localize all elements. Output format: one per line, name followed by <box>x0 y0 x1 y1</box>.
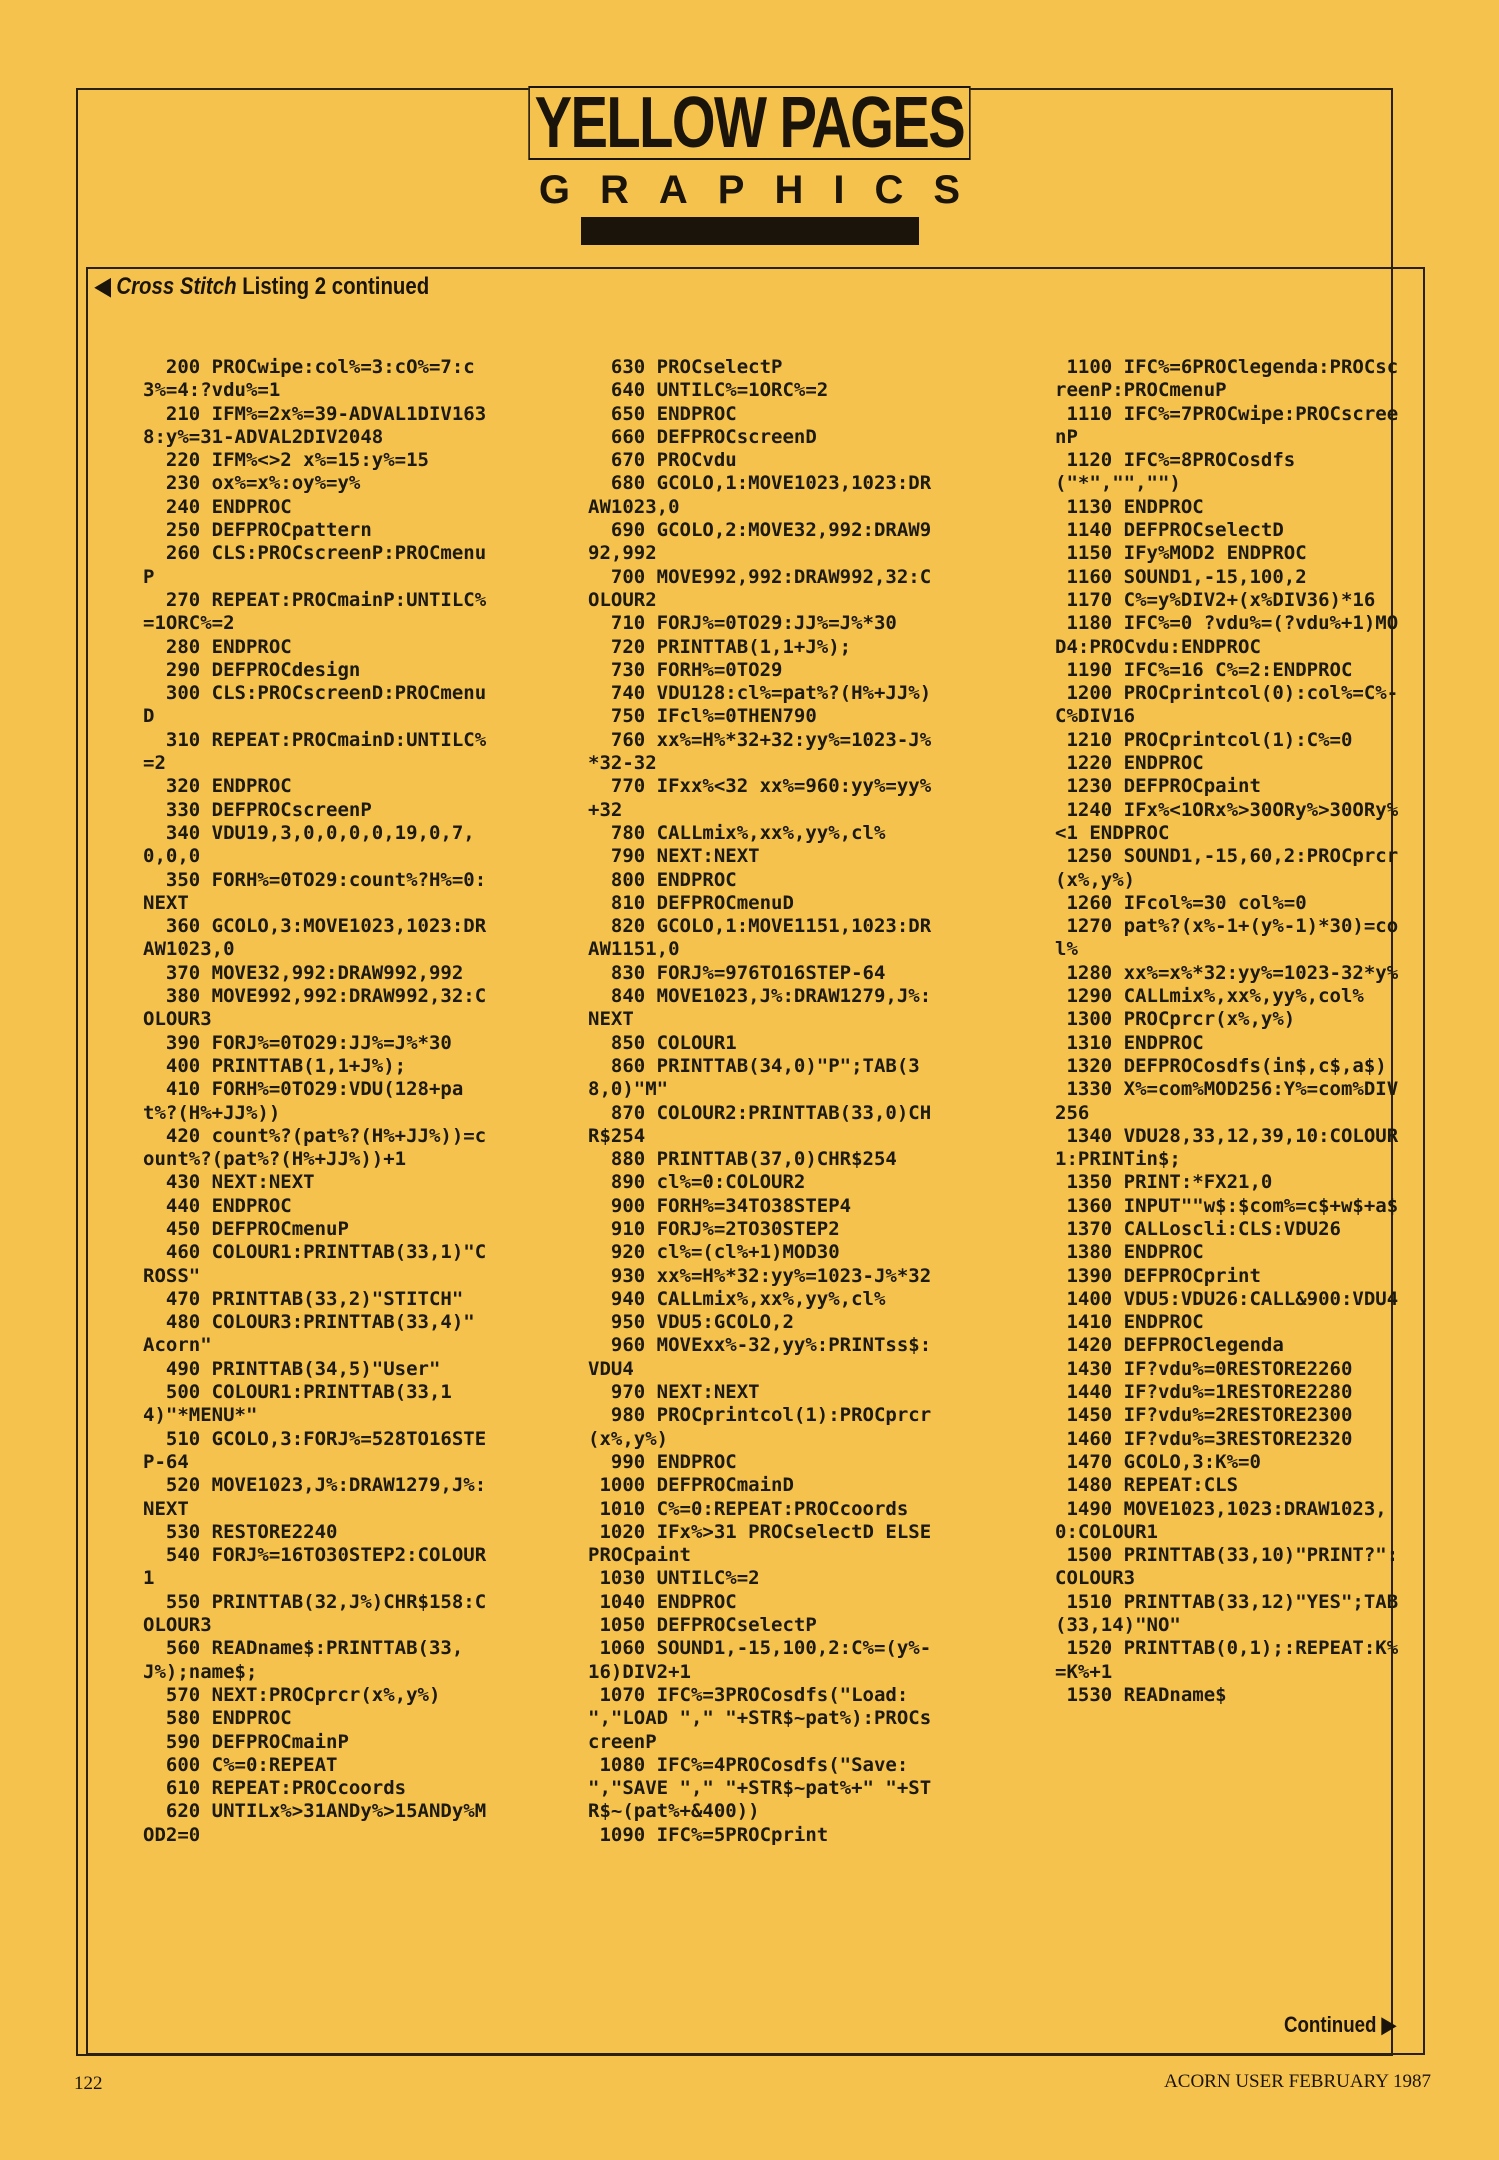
code-line: 1410 ENDPROC <box>1055 1311 1204 1334</box>
code-line: 360 GCOLO,3:MOVE1023,1023:DRAW1023,0 <box>143 915 487 961</box>
code-line: 1300 PROCprcr(x%,y%) <box>1055 1008 1296 1031</box>
code-line: 1200 PROCprintcol(0):col%=C%-C%DIV16 <box>1055 682 1399 728</box>
listing-column-3 <box>1055 356 1405 1707</box>
listing-column-1 <box>143 356 493 1847</box>
code-line: 850 COLOUR1 <box>588 1031 737 1054</box>
code-line: 660 DEFPROCscreenD <box>588 425 817 448</box>
code-line: 340 VDU19,3,0,0,0,0,19,0,7,0,0,0 <box>143 821 475 868</box>
code-line: 400 PRINTTAB(1,1+J%); <box>143 1054 407 1077</box>
code-line: 560 READname$:PRINTTAB(33,J%);name$; <box>143 1637 464 1683</box>
code-line: 500 COLOUR1:PRINTTAB(33,14)"*MENU*" <box>143 1381 452 1427</box>
code-line: 1170 C%=y%DIV2+(x%DIV36)*16 <box>1055 588 1376 611</box>
code-line: 1270 pat%?(x%-1+(y%-1)*30)=col% <box>1055 915 1399 961</box>
code-line: 1240 IFx%<1ORx%>30ORy%>30ORy%<1 ENDPROC <box>1055 798 1399 844</box>
code-line: 250 DEFPROCpattern <box>143 519 372 542</box>
code-line: 1100 IFC%=6PROClegenda:PROCscreenP:PROCmenuP <box>1055 356 1399 402</box>
code-line: 1230 DEFPROCpaint <box>1055 775 1261 798</box>
section-subtitle: GRAPHICS <box>538 168 991 212</box>
code-line: 960 MOVExx%-32,yy%:PRINTss$:VDU4 <box>588 1334 932 1380</box>
code-line: 1290 CALLmix%,xx%,yy%,col% <box>1055 985 1364 1008</box>
code-line: 1350 PRINT:*FX21,0 <box>1055 1171 1273 1194</box>
code-line: 390 FORJ%=0TO29:JJ%=J%*30 <box>143 1031 452 1054</box>
code-line: 770 IFxx%<32 xx%=960:yy%=yy%+32 <box>588 775 932 821</box>
code-line: 700 MOVE992,992:DRAW992,32:COLOUR2 <box>588 565 932 611</box>
code-line: 1160 SOUND1,-15,100,2 <box>1055 565 1307 588</box>
code-line: 800 ENDPROC <box>588 868 737 891</box>
page-number: 122 <box>74 2073 103 2094</box>
code-line: 610 REPEAT:PROCcoords <box>143 1777 407 1800</box>
code-line: 1180 IFC%=0 ?vdu%=(?vdu%+1)MOD4:PROCvdu:ENDPROC <box>1055 612 1399 658</box>
code-line: 670 PROCvdu <box>588 449 737 472</box>
code-line: 410 FORH%=0TO29:VDU(128+pat%?(H%+JJ%)) <box>143 1078 464 1124</box>
code-line: 1040 ENDPROC <box>588 1590 737 1613</box>
code-line: 1470 GCOLO,3:K%=0 <box>1055 1450 1261 1473</box>
code-line: 630 PROCselectP <box>588 356 783 378</box>
code-line: 930 xx%=H%*32:yy%=1023-J%*32 <box>588 1264 932 1287</box>
code-line: 1020 IFx%>31 PROCselectD ELSEPROCpaint <box>588 1520 932 1567</box>
listing-caption <box>95 272 429 301</box>
code-line: 1250 SOUND1,-15,60,2:PROCprcr(x%,y%) <box>1055 845 1399 891</box>
code-line: 1530 READname$ <box>1055 1683 1227 1706</box>
code-line: 520 MOVE1023,J%:DRAW1279,J%:NEXT <box>143 1474 487 1520</box>
code-line: 440 ENDPROC <box>143 1194 292 1217</box>
caption-rest: Listing 2 continued <box>236 273 430 300</box>
left-arrow-icon: ◀ <box>95 273 111 300</box>
code-line: 1140 DEFPROCselectD <box>1055 519 1284 542</box>
code-line: 460 COLOUR1:PRINTTAB(33,1)"CROSS" <box>143 1241 487 1287</box>
magazine-footer: ACORN USER FEBRUARY 1987 <box>1164 2071 1431 2092</box>
code-line: 320 ENDPROC <box>143 775 292 798</box>
code-line: 1120 IFC%=8PROCosdfs("*","","") <box>1055 449 1296 495</box>
code-line: 1460 IF?vdu%=3RESTORE2320 <box>1055 1427 1353 1450</box>
code-line: 1330 X%=com%MOD256:Y%=com%DIV256 <box>1055 1078 1399 1124</box>
code-line: 1210 PROCprintcol(1):C%=0 <box>1055 728 1353 751</box>
code-line: 1150 IFy%MOD2 ENDPROC <box>1055 542 1307 565</box>
code-line: 710 FORJ%=0TO29:JJ%=J%*30 <box>588 612 897 635</box>
code-line: 470 PRINTTAB(33,2)"STITCH" <box>143 1287 464 1310</box>
code-line: 1510 PRINTTAB(33,12)"YES";TAB(33,14)"NO" <box>1055 1590 1399 1637</box>
code-line: 570 NEXT:PROCprcr(x%,y%) <box>143 1683 441 1706</box>
code-line: 1320 DEFPROCosdfs(in$,c$,a$) <box>1055 1054 1387 1077</box>
code-line: 310 REPEAT:PROCmainD:UNTILC%=2 <box>143 728 487 775</box>
code-line: 1060 SOUND1,-15,100,2:C%=(y%-16)DIV2+1 <box>588 1637 932 1683</box>
code-line: 600 C%=0:REPEAT <box>143 1753 338 1776</box>
code-line: 820 GCOLO,1:MOVE1151,1023:DRAW1151,0 <box>588 915 932 961</box>
code-line: 1130 ENDPROC <box>1055 495 1204 518</box>
code-line: 1370 CALLoscli:CLS:VDU26 <box>1055 1217 1341 1240</box>
code-line: 720 PRINTTAB(1,1+J%); <box>588 635 852 658</box>
code-line: 910 FORJ%=2TO30STEP2 <box>588 1217 840 1240</box>
code-line: 830 FORJ%=976TO16STEP-64 <box>588 961 886 984</box>
code-line: 1050 DEFPROCselectP <box>588 1614 817 1637</box>
code-line: 1400 VDU5:VDU26:CALL&900:VDU4 <box>1055 1287 1399 1310</box>
code-line: 220 IFM%<>2 x%=15:y%=15 <box>143 449 429 472</box>
code-line: 760 xx%=H%*32+32:yy%=1023-J%*32-32 <box>588 728 932 775</box>
header-bar <box>581 217 919 245</box>
code-line: 550 PRINTTAB(32,J%)CHR$158:COLOUR3 <box>143 1590 487 1637</box>
code-line: 920 cl%=(cl%+1)MOD30 <box>588 1241 840 1264</box>
code-line: 1390 DEFPROCprint <box>1055 1264 1261 1287</box>
code-line: 880 PRINTTAB(37,0)CHR$254 <box>588 1148 897 1171</box>
code-line: 300 CLS:PROCscreenD:PROCmenuD <box>143 682 487 728</box>
code-line: 1070 IFC%=3PROCosdfs("Load: ","LOAD "," "+STR$~pat%):PROCscreenP <box>588 1683 932 1753</box>
code-line: 900 FORH%=34TO38STEP4 <box>588 1194 852 1217</box>
code-line: 780 CALLmix%,xx%,yy%,cl% <box>588 821 886 844</box>
code-line: 530 RESTORE2240 <box>143 1520 338 1543</box>
article-name: Cross Stitch <box>116 273 237 300</box>
code-line: 1440 IF?vdu%=1RESTORE2280 <box>1055 1381 1353 1404</box>
code-line: 350 FORH%=0TO29:count%?H%=0:NEXT <box>143 868 487 914</box>
code-line: 1260 IFcol%=30 col%=0 <box>1055 891 1307 914</box>
code-line: 1310 ENDPROC <box>1055 1031 1204 1054</box>
code-line: 650 ENDPROC <box>588 402 737 425</box>
code-line: 640 UNTILC%=1ORC%=2 <box>588 379 829 402</box>
code-line: 1080 IFC%=4PROCosdfs("Save: ","SAVE "," "+STR$~pat%+" "+STR$~(pat%+&400)) <box>588 1753 932 1823</box>
code-line: 380 MOVE992,992:DRAW992,32:COLOUR3 <box>143 985 487 1031</box>
code-line: 970 NEXT:NEXT <box>588 1381 760 1404</box>
code-line: 870 COLOUR2:PRINTTAB(33,0)CHR$254 <box>588 1101 932 1147</box>
code-line: 370 MOVE32,992:DRAW992,992 <box>143 961 464 984</box>
code-line: 1430 IF?vdu%=0RESTORE2260 <box>1055 1357 1353 1380</box>
code-line: 1010 C%=0:REPEAT:PROCcoords <box>588 1497 909 1520</box>
code-line: 490 PRINTTAB(34,5)"User" <box>143 1357 441 1380</box>
code-line: 1340 VDU28,33,12,39,10:COLOUR1:PRINTin$; <box>1055 1124 1399 1171</box>
code-line: 330 DEFPROCscreenP <box>143 798 372 821</box>
code-line: 270 REPEAT:PROCmainP:UNTILC%=1ORC%=2 <box>143 588 487 635</box>
code-line: 580 ENDPROC <box>143 1707 292 1730</box>
code-line: 290 DEFPROCdesign <box>143 658 361 681</box>
code-line: 230 ox%=x%:oy%=y% <box>143 472 361 495</box>
code-line: 1490 MOVE1023,1023:DRAW1023,0:COLOUR1 <box>1055 1497 1387 1543</box>
code-line: 790 NEXT:NEXT <box>588 845 760 868</box>
code-line: 740 VDU128:cl%=pat%?(H%+JJ%) <box>588 682 932 705</box>
code-line: 860 PRINTTAB(34,0)"P";TAB(38,0)"M" <box>588 1054 920 1101</box>
code-line: 1030 UNTILC%=2 <box>588 1567 760 1590</box>
code-line: 450 DEFPROCmenuP <box>143 1217 349 1240</box>
code-line: 1360 INPUT""w$:$com%=c$+w$+a$ <box>1055 1194 1399 1217</box>
code-line: 730 FORH%=0TO29 <box>588 658 783 681</box>
code-line: 1090 IFC%=5PROCprint <box>588 1823 829 1846</box>
code-line: 1480 REPEAT:CLS <box>1055 1474 1239 1497</box>
code-line: 240 ENDPROC <box>143 495 292 518</box>
code-line: 260 CLS:PROCscreenP:PROCmenuP <box>143 542 487 588</box>
code-line: 1520 PRINTTAB(0,1);:REPEAT:K%=K%+1 <box>1055 1637 1399 1683</box>
code-line: 810 DEFPROCmenuD <box>588 891 794 914</box>
code-line: 1220 ENDPROC <box>1055 752 1204 775</box>
code-line: 940 CALLmix%,xx%,yy%,cl% <box>588 1287 886 1310</box>
section-title: YELLOW PAGES <box>528 86 970 160</box>
code-line: 840 MOVE1023,J%:DRAW1279,J%:NEXT <box>588 985 932 1031</box>
code-line: 980 PROCprintcol(1):PROCprcr(x%,y%) <box>588 1404 932 1450</box>
code-line: 1110 IFC%=7PROCwipe:PROCscreenP <box>1055 402 1399 448</box>
code-line: 280 ENDPROC <box>143 635 292 658</box>
code-line: 590 DEFPROCmainP <box>143 1730 349 1753</box>
code-line: 430 NEXT:NEXT <box>143 1171 315 1194</box>
code-line: 200 PROCwipe:col%=3:cO%=7:c3%=4:?vdu%=1 <box>143 356 475 402</box>
code-line: 990 ENDPROC <box>588 1450 737 1473</box>
code-line: 1450 IF?vdu%=2RESTORE2300 <box>1055 1404 1353 1427</box>
code-line: 1380 ENDPROC <box>1055 1241 1204 1264</box>
code-line: 620 UNTILx%>31ANDy%>15ANDy%MOD2=0 <box>143 1800 487 1846</box>
listing-column-2 <box>588 356 938 1847</box>
code-line: 1500 PRINTTAB(33,10)"PRINT?":COLOUR3 <box>1055 1544 1399 1590</box>
code-line: 1280 xx%=x%*32:yy%=1023-32*y% <box>1055 961 1399 984</box>
code-line: 480 COLOUR3:PRINTTAB(33,4)" Acorn" <box>143 1311 487 1357</box>
code-line: 690 GCOLO,2:MOVE32,992:DRAW992,992 <box>588 519 932 565</box>
code-line: 750 IFcl%=0THEN790 <box>588 705 817 728</box>
code-line: 950 VDU5:GCOLO,2 <box>588 1311 794 1334</box>
continued-label: Continued ▶ <box>1284 2012 1397 2037</box>
code-line: 1000 DEFPROCmainD <box>588 1474 794 1497</box>
code-line: 420 count%?(pat%?(H%+JJ%))=count%?(pat%?(H%+JJ%))+1 <box>143 1124 487 1171</box>
code-line: 1420 DEFPROClegenda <box>1055 1334 1284 1357</box>
code-line: 540 FORJ%=16TO30STEP2:COLOUR1 <box>143 1544 487 1590</box>
code-line: 1190 IFC%=16 C%=2:ENDPROC <box>1055 658 1353 681</box>
code-line: 210 IFM%=2x%=39-ADVAL1DIV1638:y%=31-ADVAL2DIV2048 <box>143 402 487 448</box>
code-line: 890 cl%=0:COLOUR2 <box>588 1171 806 1194</box>
code-line: 680 GCOLO,1:MOVE1023,1023:DRAW1023,0 <box>588 472 932 518</box>
code-line: 510 GCOLO,3:FORJ%=528TO16STEP-64 <box>143 1427 487 1473</box>
page-header <box>0 83 1499 245</box>
